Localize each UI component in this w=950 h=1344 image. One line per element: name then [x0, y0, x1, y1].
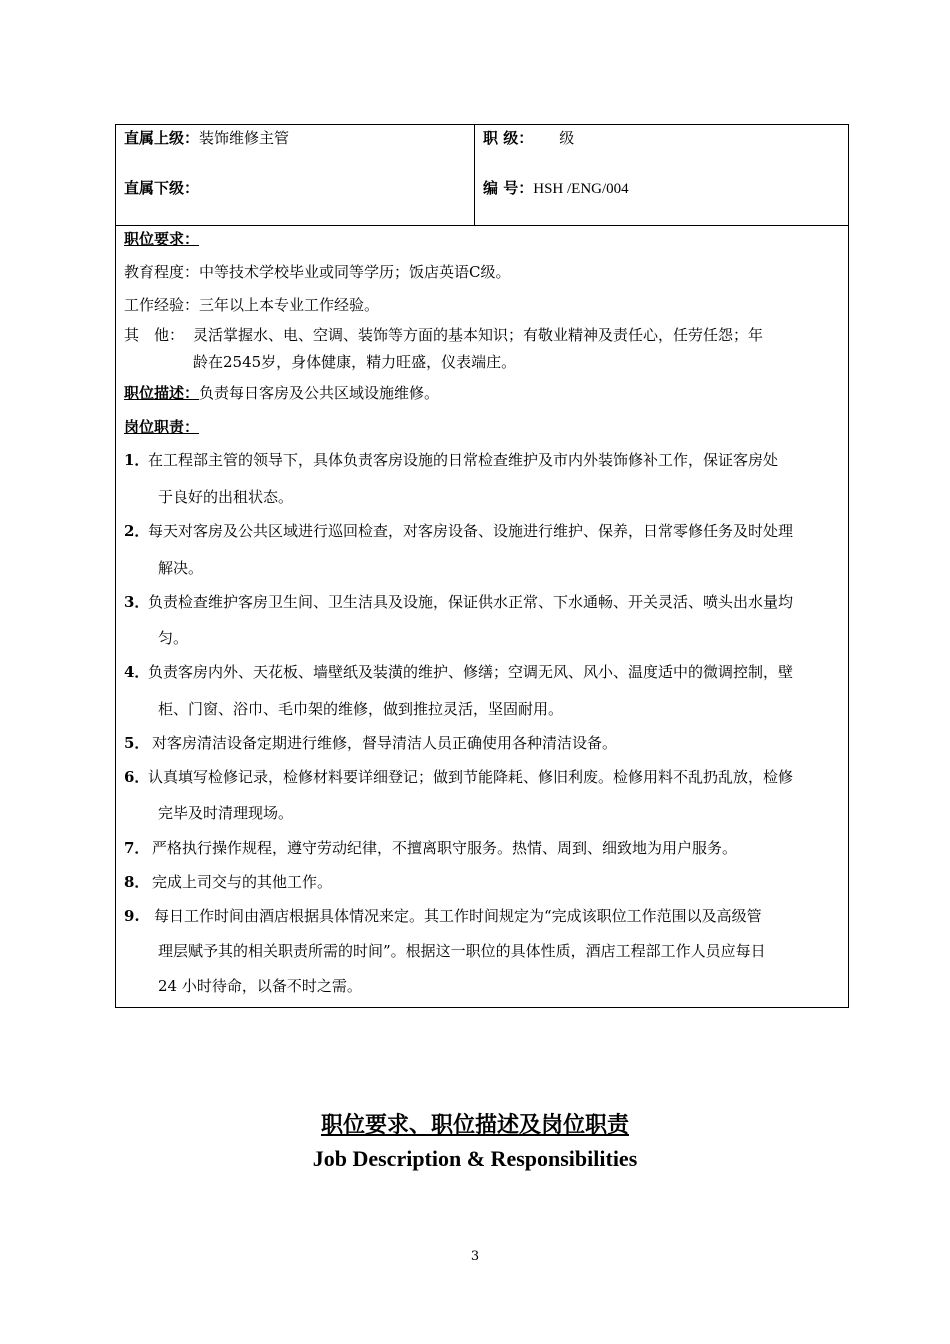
- code-label: 编 号：: [483, 179, 534, 197]
- grade-row: [483, 128, 574, 148]
- duty-line: 认真填写检修记录，检修材料要详细登记；做到节能降耗、修旧利废。检修用料不乱扔乱放，检修: [148, 768, 794, 786]
- duty-number: 8．: [124, 873, 150, 891]
- duty-number: 4．: [124, 663, 150, 681]
- duties-heading: 岗位职责：: [124, 418, 200, 436]
- grade-label: 职 级：: [483, 129, 534, 147]
- duty-line: 对客房清洁设备定期进行维修，督导清洁人员正确使用各种清洁设备。: [152, 734, 618, 752]
- duty-number: 3．: [124, 593, 150, 611]
- requirements-heading: 职位要求：: [124, 230, 200, 248]
- table-divider-vertical: [474, 125, 475, 225]
- code-row: [483, 178, 629, 199]
- superior-row: [124, 128, 289, 148]
- duty-line: 于良好的出租状态。: [158, 488, 294, 506]
- description-row: [124, 383, 439, 403]
- duty-line: 负责检查维护客房卫生间、卫生洁具及设施，保证供水正常、下水通畅、开关灵活、喷头出水量均: [148, 593, 794, 611]
- document-title-chinese: 职位要求、职位描述及岗位职责: [320, 1112, 629, 1138]
- duty-line: 柜、门窗、浴巾、毛巾架的维修，做到推拉灵活，坚固耐用。: [158, 700, 564, 718]
- superior-label: 直属上级：: [124, 129, 200, 147]
- duty-line: 解决。: [158, 559, 204, 577]
- duty-number: 9.: [124, 907, 140, 925]
- requirements-other-line1: 灵活掌握水、电、空调、装饰等方面的基本知识；有敬业精神及责任心，任劳任怨；年: [193, 326, 764, 344]
- duty-line: 24 小时待命，以备不时之需。: [158, 977, 362, 995]
- duty-number: 2．: [124, 522, 150, 540]
- page-number: 3: [470, 1249, 480, 1264]
- description-text: 负责每日客房及公共区域设施维修。: [199, 384, 440, 402]
- duty-line: 负责客房内外、天花板、墙壁纸及装潢的维护、修缮；空调无风、风小、温度适中的微调控制，壁: [148, 663, 794, 681]
- description-heading: 职位描述：: [124, 384, 200, 402]
- subordinate-label: 直属下级：: [124, 179, 200, 197]
- requirements-experience: 工作经验：三年以上本专业工作经验。: [124, 296, 380, 314]
- duty-line: 在工程部主管的领导下，具体负责客房设施的日常检查维护及市内外装饰修补工作，保证客房处: [148, 451, 779, 469]
- table-divider-horizontal: [116, 225, 848, 226]
- duty-line: 完毕及时清理现场。: [158, 804, 294, 822]
- duty-number: 5．: [124, 734, 150, 752]
- duty-line: 理层赋予其的相关职责所需的时间”。根据这一职位的具体性质，酒店工程部工作人员应每日: [158, 942, 766, 960]
- requirements-education: 教育程度：中等技术学校毕业或同等学历；饭店英语C级。: [124, 263, 511, 281]
- duty-number: 6．: [124, 768, 150, 786]
- code-value: HSH /ENG/004: [533, 181, 629, 197]
- requirements-other-line2: 龄在2545岁，身体健康，精力旺盛，仪表端庄。: [193, 353, 517, 371]
- requirements-other-label: 其 他：: [124, 326, 185, 344]
- document-title-english: Job Description & Responsibilities: [312, 1146, 638, 1171]
- duty-number: 7．: [124, 839, 150, 857]
- grade-value: 级: [559, 129, 575, 147]
- superior-value: 装饰维修主管: [199, 129, 290, 147]
- duty-line: 匀。: [158, 629, 189, 647]
- duty-line: 完成上司交与的其他工作。: [152, 873, 333, 891]
- duty-line: 每天对客房及公共区域进行巡回检查，对客房设备、设施进行维护、保养，日常零修任务及时处理: [148, 522, 794, 540]
- duty-line: 严格执行操作规程，遵守劳动纪律，不擅离职守服务。热情、周到、细致地为用户服务。: [152, 839, 738, 857]
- duty-number: 1．: [124, 451, 150, 469]
- duty-line: 每日工作时间由酒店根据具体情况来定。其工作时间规定为“完成该职位工作范围以及高级管: [154, 907, 762, 925]
